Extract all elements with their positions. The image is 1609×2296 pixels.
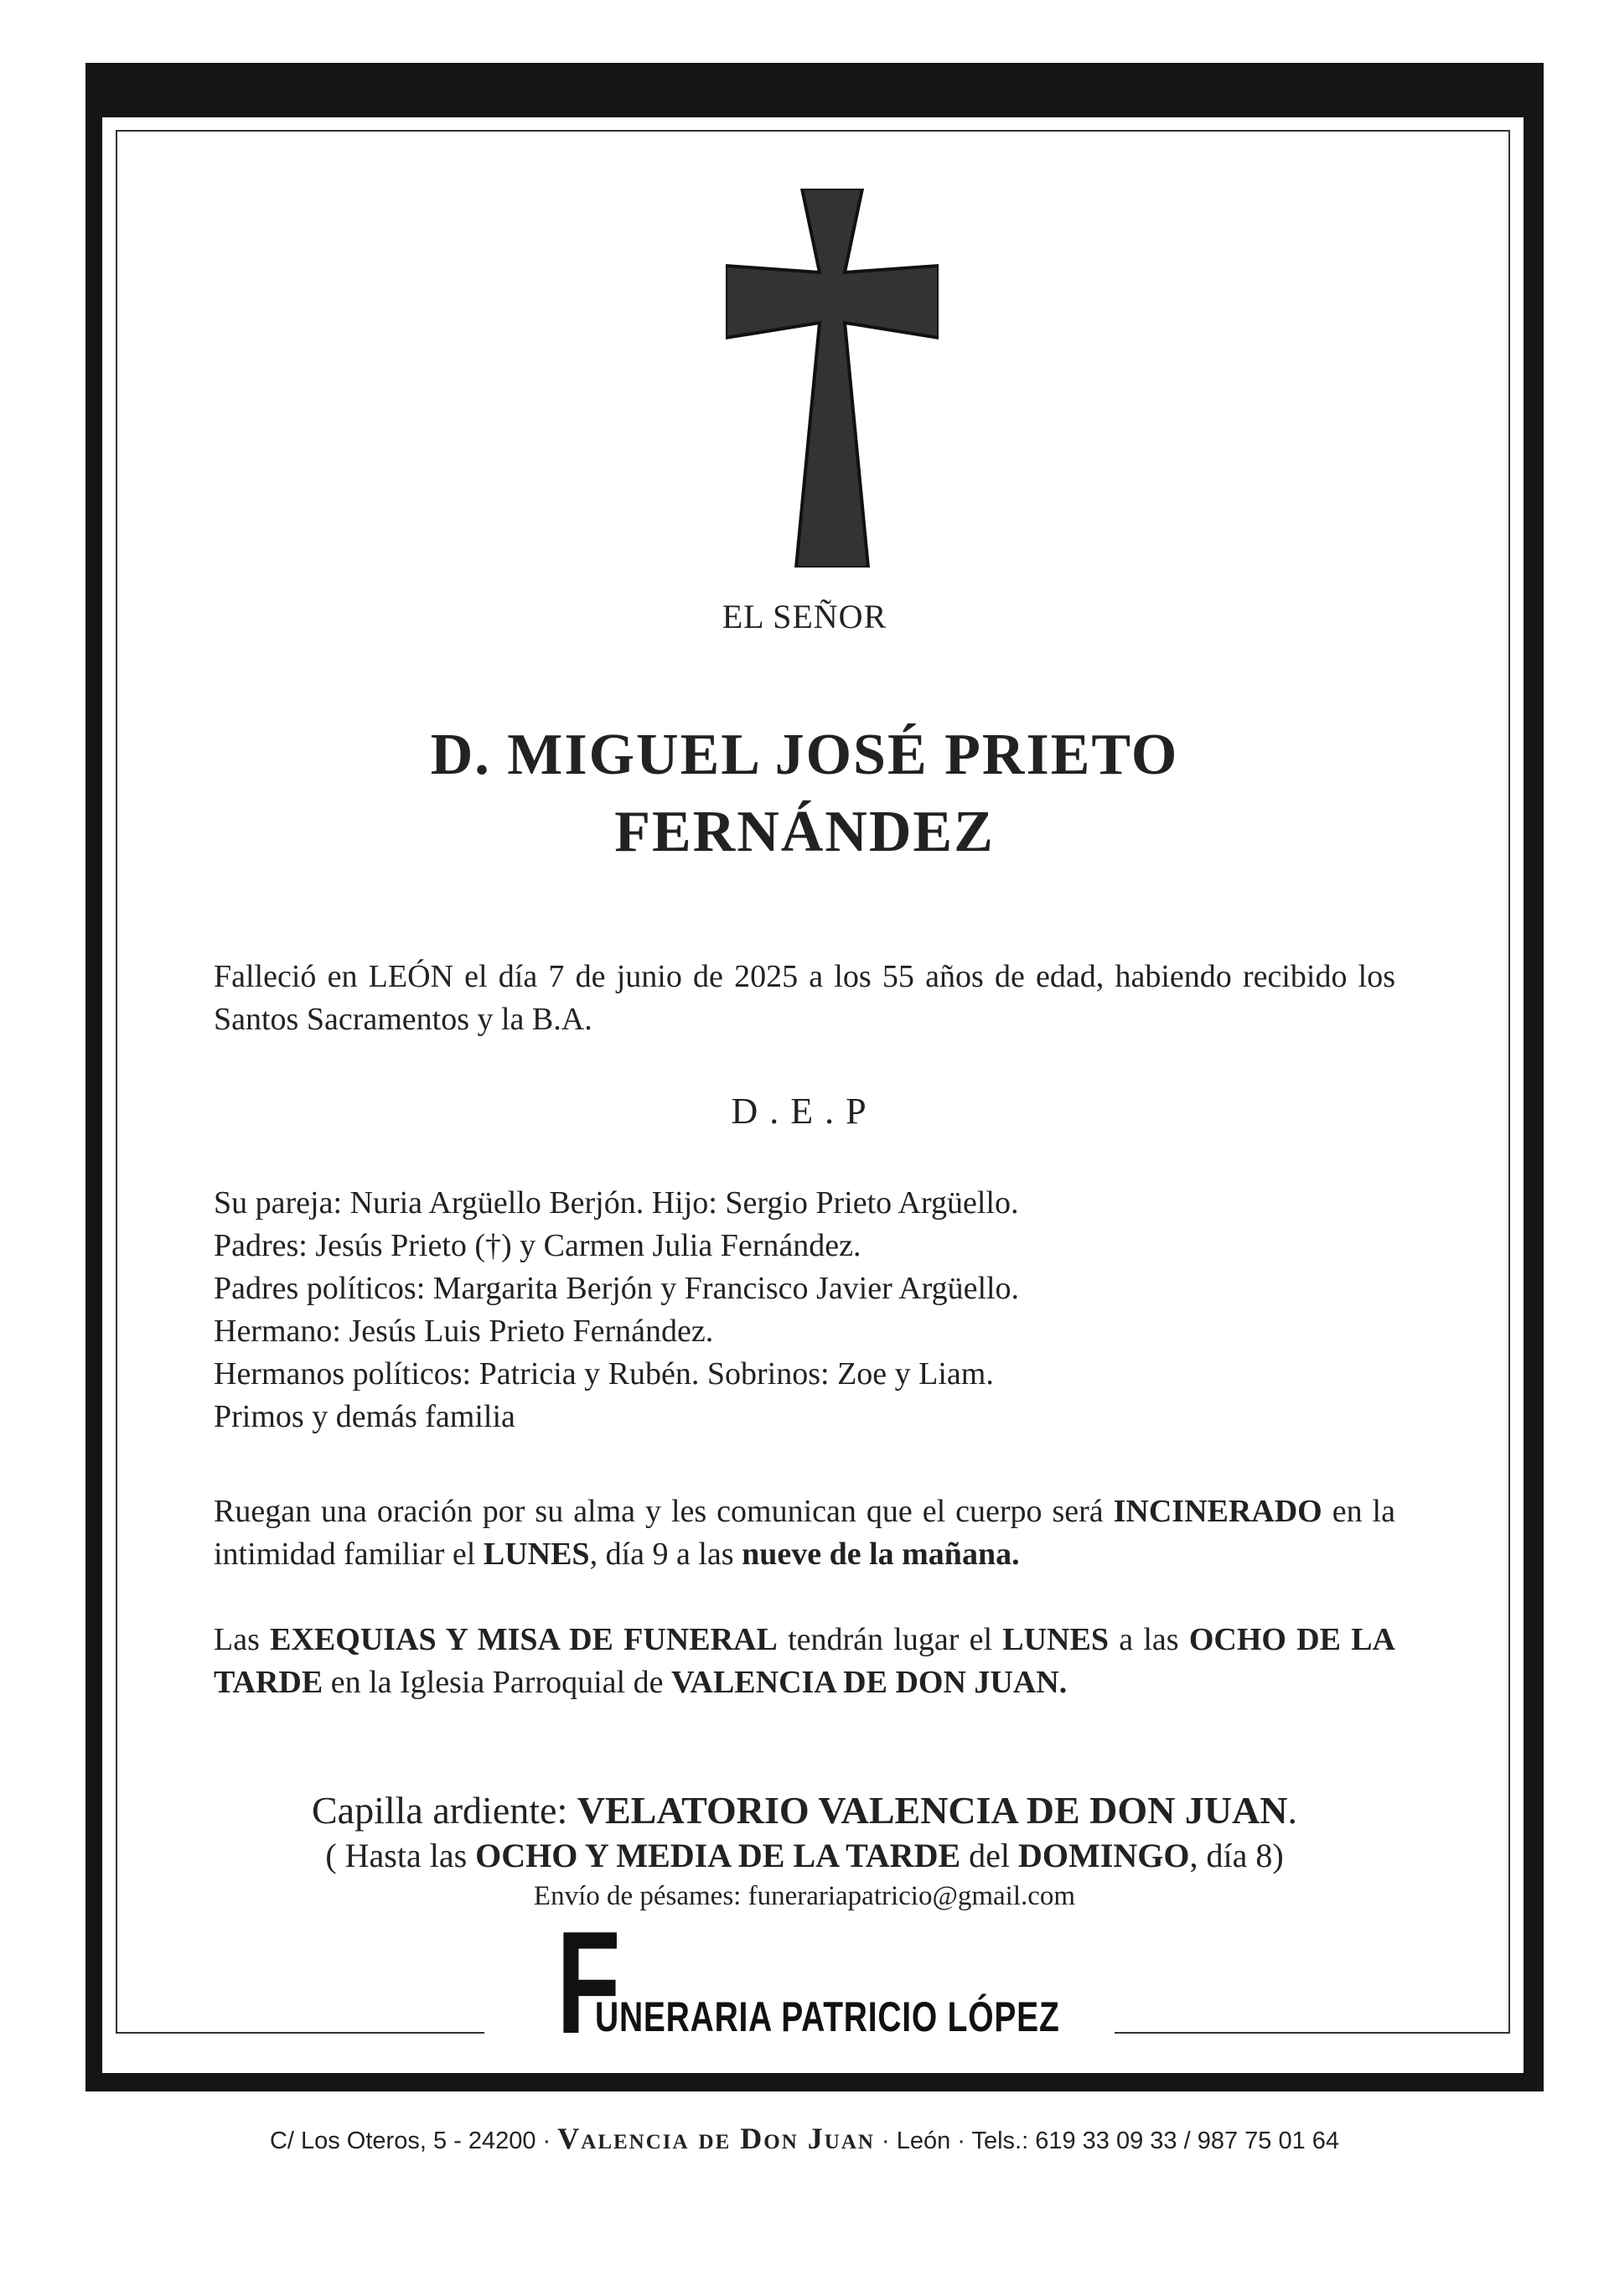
bold-run: LUNES bbox=[1002, 1622, 1109, 1657]
text-run: , día 8) bbox=[1189, 1837, 1284, 1874]
text-run: ( Hasta las bbox=[325, 1837, 476, 1874]
bold-run: EXEQUIAS Y MISA DE FUNERAL bbox=[270, 1622, 778, 1657]
text-run: , día 9 a las bbox=[589, 1537, 742, 1572]
condolences-email: Envío de pésames: funerariapatricio@gmail.com bbox=[533, 1881, 1076, 1911]
dep-text: D.E.P bbox=[731, 1091, 878, 1132]
funeral-home-logo bbox=[556, 1900, 1060, 2064]
family-line: Padres: Jesús Prieto (†) y Carmen Julia Fernández. bbox=[214, 1228, 861, 1263]
name-line-1: D. MIGUEL JOSÉ PRIETO bbox=[430, 723, 1179, 787]
name-line-2: FERNÁNDEZ bbox=[614, 800, 995, 864]
visiting-hours bbox=[0, 1834, 1609, 1878]
text-run: del bbox=[960, 1837, 1019, 1874]
bottom-rule-left bbox=[116, 2032, 484, 2034]
honorific: EL SEÑOR bbox=[722, 598, 887, 635]
text-run: a las bbox=[1108, 1622, 1189, 1657]
address-town: Valencia de Don Juan bbox=[557, 2122, 875, 2155]
funeral-paragraph bbox=[214, 1619, 1395, 1704]
capilla-place: VELATORIO VALENCIA DE DON JUAN bbox=[577, 1789, 1288, 1832]
bold-run: DOMINGO bbox=[1018, 1837, 1190, 1874]
bold-run: VALENCIA DE DON JUAN. bbox=[670, 1665, 1068, 1700]
cross-icon bbox=[726, 189, 939, 568]
address-footer bbox=[0, 2121, 1609, 2156]
logo-text: UNERARIA PATRICIO LÓPEZ bbox=[595, 1993, 1060, 2040]
address-phones: · León · Tels.: 619 33 09 33 / 987 75 01 64 bbox=[874, 2128, 1340, 2154]
text-run: tendrán lugar el bbox=[777, 1622, 1003, 1657]
capilla-ardiente bbox=[0, 1787, 1609, 1834]
death-notice: Falleció en LEÓN el día 7 de junio de 2025 a los 55 años de edad, habiendo recibido los Santos Sacramentos y la B.A. bbox=[214, 959, 1395, 1037]
text-run: en la intimidad familiar el bbox=[214, 1494, 1395, 1572]
bold-run: OCHO DE LA TARDE bbox=[214, 1622, 1395, 1700]
bottom-rule-right bbox=[1115, 2032, 1510, 2034]
bold-run: nueve de la mañana. bbox=[742, 1537, 1020, 1572]
family-list bbox=[214, 1182, 1395, 1438]
bold-run: LUNES bbox=[483, 1537, 590, 1572]
family-line: Hermano: Jesús Luis Prieto Fernández. bbox=[214, 1314, 714, 1349]
family-line: Primos y demás familia bbox=[214, 1399, 515, 1434]
address-street: C/ Los Oteros, 5 - 24200 · bbox=[269, 2128, 558, 2154]
text-run: Ruegan una oración por su alma y les comunican que el cuerpo será bbox=[214, 1494, 1114, 1529]
bold-run: INCINERADO bbox=[1113, 1494, 1322, 1529]
text-run: en la Iglesia Parroquial de bbox=[323, 1665, 671, 1700]
cremation-paragraph bbox=[214, 1490, 1395, 1576]
logo-initial: F bbox=[556, 1900, 621, 2064]
bold-run: OCHO Y MEDIA DE LA TARDE bbox=[475, 1837, 961, 1874]
family-line: Hermanos políticos: Patricia y Rubén. Sobrinos: Zoe y Liam. bbox=[214, 1356, 994, 1392]
text-run: Las bbox=[214, 1622, 271, 1657]
text-run: . bbox=[1287, 1789, 1298, 1832]
deceased-name bbox=[0, 717, 1609, 871]
family-line: Su pareja: Nuria Argüello Berjón. Hijo: Sergio Prieto Argüello. bbox=[214, 1185, 1019, 1221]
capilla-label: Capilla ardiente: bbox=[311, 1789, 577, 1832]
family-line: Padres políticos: Margarita Berjón y Francisco Javier Argüello. bbox=[214, 1271, 1020, 1306]
